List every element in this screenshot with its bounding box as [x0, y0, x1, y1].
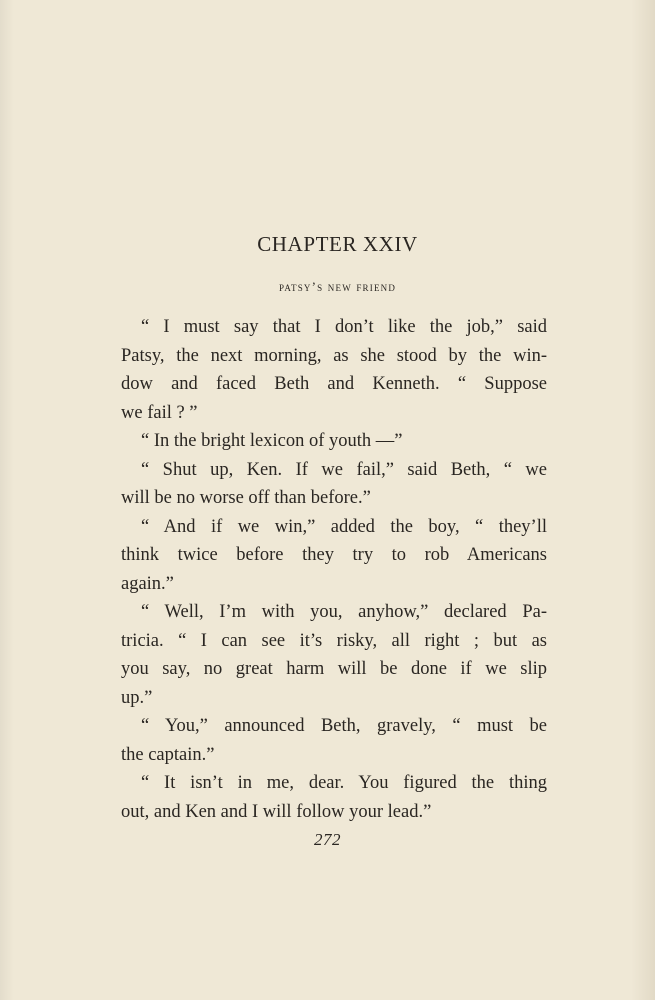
text-line: “ In the bright lexicon of youth —” [141, 431, 403, 451]
text-line: again.” [121, 573, 174, 594]
text-line: dow and faced Beth and Kenneth. “ Suppose [121, 374, 547, 394]
text-line: you say, no great harm will be done if we slip [121, 659, 547, 679]
text-line: “ Well, I’m with you, anyhow,” declared Pa- [141, 602, 547, 622]
chapter-subtitle-text: patsy’s new friend [278, 279, 397, 294]
text-line: will be no worse off than before.” [121, 488, 371, 508]
text-line: the captain.” [121, 744, 215, 765]
text-line: “ It isn’t in me, dear. You figured the thing [141, 773, 547, 793]
text-line: think twice before they try to rob Americans [121, 545, 547, 565]
body-text [121, 313, 547, 826]
page-number: 272 [314, 830, 341, 849]
text-line: up.” [121, 687, 153, 708]
text-line: “ And if we win,” added the boy, “ they’ll [141, 516, 547, 537]
text-line: out, and Ken and I will follow your lead.” [121, 801, 432, 822]
text-line: we fail ? ” [121, 402, 198, 423]
chapter-subtitle [0, 279, 655, 295]
text-line: “ Shut up, Ken. If we fail,” said Beth, “ we [141, 459, 547, 480]
text-line: “ I must say that I don’t like the job,” said [141, 317, 547, 337]
text-line: tricia. “ I can see it’s risky, all right ; but as [121, 630, 547, 651]
text-line: Patsy, the next morning, as she stood by the win- [121, 345, 547, 366]
chapter-title: CHAPTER XXIV [257, 232, 418, 256]
text-line: “ You,” announced Beth, gravely, “ must be [141, 716, 547, 736]
